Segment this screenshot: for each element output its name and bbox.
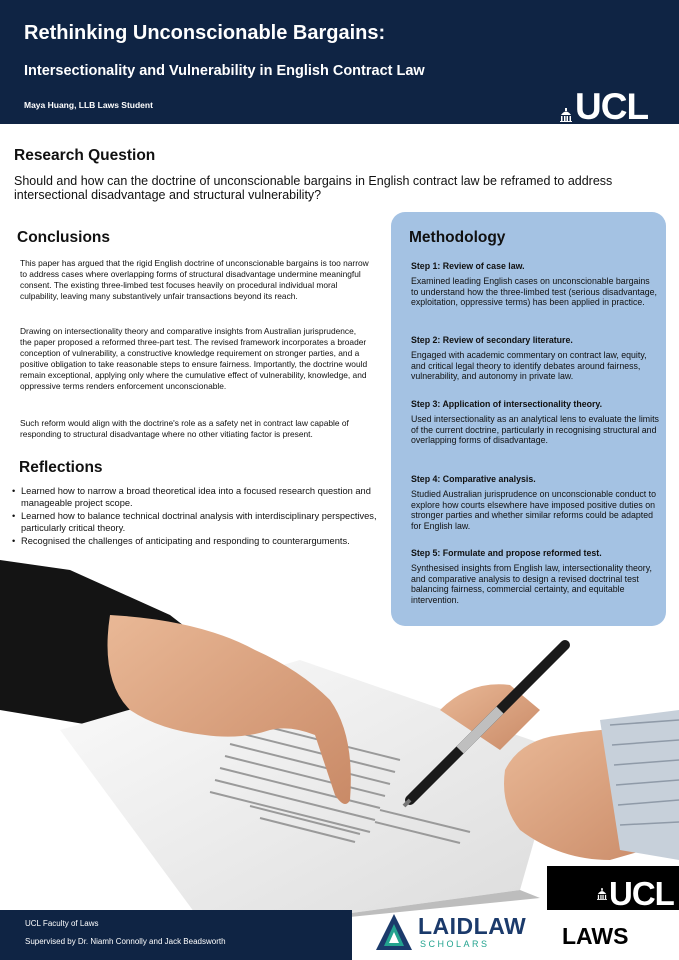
conclusions-paragraph: This paper has argued that the rigid English doctrine of unconscionable bargains is too narrow to address cases where overlapping forms of structural disadvantage undermine meaningful consent. The existing three-limbed test focuses heavily on procedural individual moral culpability, leaving many substantively unfair transactions beyond its reach. xyxy=(20,258,369,301)
conclusions-paragraph: Such reform would align with the doctrine's role as a safety net in contract law capable of responding to structural disadvantage where no other vitiating factor is present. xyxy=(20,418,349,439)
methodology-step xyxy=(411,474,659,532)
reflection-item: • Recognised the challenges of anticipating and responding to counterarguments. xyxy=(12,536,380,548)
laws-text: LAWS xyxy=(562,923,629,949)
ucl-logo xyxy=(560,86,649,127)
ucl-portico-icon xyxy=(597,888,607,900)
ucl-logo-text: UCL xyxy=(575,86,649,127)
methodology-step xyxy=(411,399,659,446)
ucl-footer-logo xyxy=(547,866,679,910)
faculty-text: UCL Faculty of Laws xyxy=(25,919,99,928)
reflection-item: • Learned how to balance technical doctrinal analysis with interdisciplinary perspectives, particularly critical theory. xyxy=(12,511,380,534)
step-text: Synthesised insights from English law, intersectionality theory, and comparative analysis to design a revised doctrinal test balancing fairness, commercial certainty, and equitable intervention. xyxy=(411,562,652,606)
conclusions-paragraph: Drawing on intersectionality theory and comparative insights from Australian jurisprudence, the paper proposed a reformed three-part test. The revised framework incorporates a broader conception of vulnerability, a constructive knowledge requirement on stronger parties, and a positive obligation to take reasonable steps to ensure fairness. Importantly, the doctrine would remain exceptional, applying only where the cumulative effect of vulnerability, knowledge, and oppressive terms renders enforcement unconscionable. xyxy=(20,326,368,391)
step-title: Step 1: Review of case law. xyxy=(411,261,525,271)
step-title: Step 5: Formulate and propose reformed test. xyxy=(411,548,602,558)
author-line: Maya Huang, LLB Laws Student xyxy=(24,100,153,110)
reflections-heading: Reflections xyxy=(19,459,103,476)
footer-bar xyxy=(0,910,352,960)
step-title: Step 3: Application of intersectionality theory. xyxy=(411,399,603,409)
ucl-footer-logo-text: UCL xyxy=(609,875,674,912)
laidlaw-triangle-icon xyxy=(374,912,414,954)
laidlaw-scholars-logo xyxy=(374,912,534,954)
methodology-heading: Methodology xyxy=(409,229,506,246)
research-question-heading: Research Question xyxy=(14,147,156,164)
methodology-step xyxy=(411,261,659,308)
step-text: Used intersectionality as an analytical lens to evaluate the limits of the current doctrine, particularly in recognising structural and overlapping forms of disadvantage. xyxy=(411,413,659,446)
poster-title: Rethinking Unconscionable Bargains: xyxy=(24,22,386,44)
step-text: Studied Australian jurisprudence on unconscionable conduct to explore how courts elsewhere have imposed positive duties on stronger parties and whether similar reforms could be adapted for English law. xyxy=(411,488,657,532)
methodology-step xyxy=(411,335,659,382)
conclusions-heading: Conclusions xyxy=(17,229,111,246)
step-title: Step 2: Review of secondary literature. xyxy=(411,335,573,345)
supervisors-text: Supervised by Dr. Niamh Connolly and Jack Beadsworth xyxy=(25,937,226,946)
step-text: Examined leading English cases on unconscionable bargains to understand how the three-limbed test (serious disadvantage, exploitation, oppressive terms) has been applied in practice. xyxy=(411,275,657,308)
ucl-portico-icon xyxy=(560,108,572,122)
step-title: Step 4: Comparative analysis. xyxy=(411,474,536,484)
step-text: Engaged with academic commentary on contract law, equity, and critical legal theory to identify debates around fairness, vulnerability, and autonomy in private law. xyxy=(411,349,647,382)
research-question-text: Should and how can the doctrine of unconscionable bargains in English contract law be reframed to address intersectional disadvantage and structural vulnerability? xyxy=(14,174,613,202)
laidlaw-sub: SCHOLARS xyxy=(420,939,490,949)
header-banner xyxy=(0,0,679,127)
reflections-list xyxy=(12,486,380,550)
reflection-item: • Learned how to narrow a broad theoretical idea into a focused research question and manageable project scope. xyxy=(12,486,380,509)
poster-subtitle: Intersectionality and Vulnerability in English Contract Law xyxy=(24,63,425,79)
laidlaw-word: LAIDLAW xyxy=(418,913,527,939)
